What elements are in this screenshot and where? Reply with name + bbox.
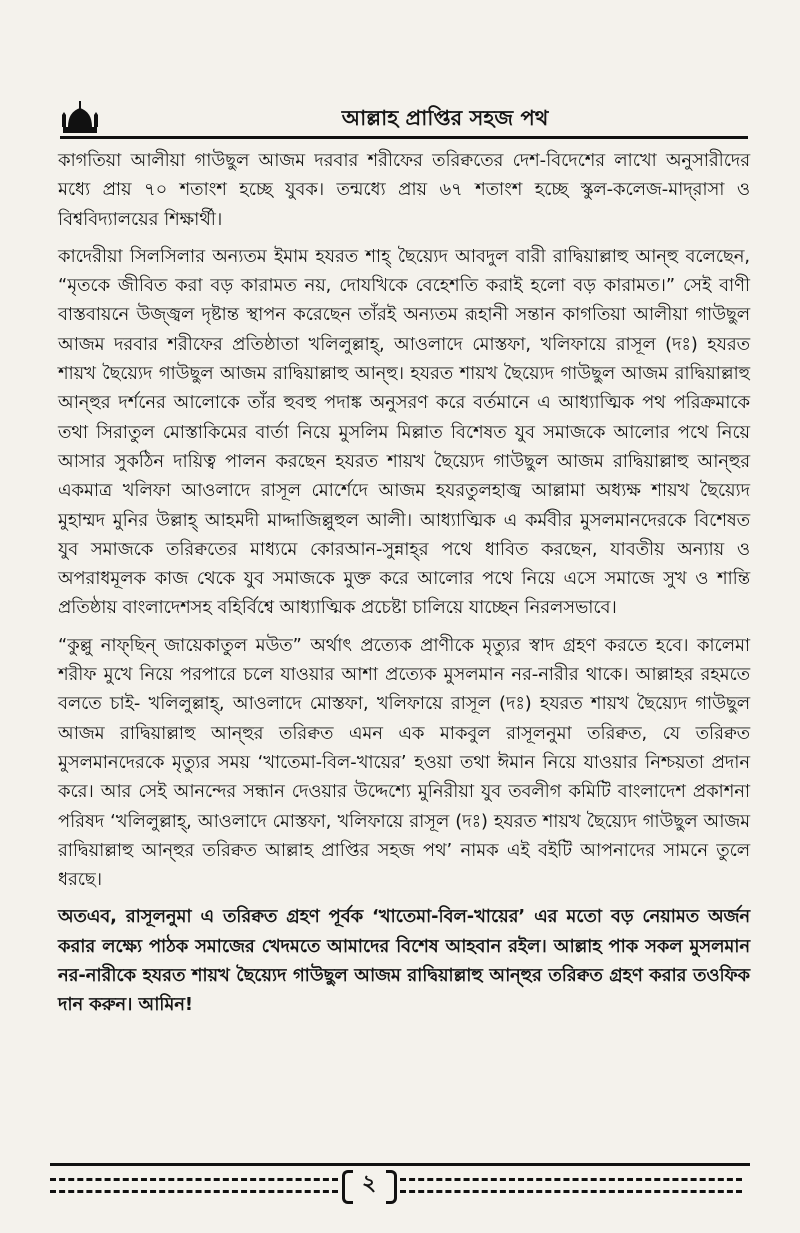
footer-dash-line (400, 1178, 742, 1181)
footer-dash-line (50, 1178, 338, 1181)
paragraph: অতএব, রাসূলনুমা এ তরিক্বত গ্রহণ পূর্বক ‘খাতেমা-বিল-খায়ের’ এর মতো বড় নেয়ামত অর্জন করার লক্ষ্যে পাঠক সমাজের খেদমতে আমাদের বিশেষ আহবান রইল। আল্লাহ পাক সকল মুসলমান নর-নারীকে হযরত শায়খ ছৈয়্যেদ গাউছুল আজম রাদ্বিয়াল্লাহু আন্‌হুর তরিক্বত গ্রহণ করার তওফিক দান করুন। আমিন! (58, 906, 750, 1016)
header-divider (60, 136, 748, 139)
footer-divider (50, 1163, 750, 1166)
body-text (58, 146, 750, 1028)
running-header-title: আল্লাহ প্রাপ্তির সহজ পথ (341, 106, 549, 130)
paragraph: “কুল্লু নাফ্‌ছিন্‌ জায়েকাতুল মউত” অর্থাৎ প্রত্যেক প্রাণীকে মৃত্যুর স্বাদ গ্রহণ করতে হবে। কালেমা শরীফ মুখে নিয়ে পরপারে চলে যাওয়ার আশা প্রত্যেক মুসলমান নর-নারীর থাকে। আল্লাহর রহমতে বলতে চাই- খলিলুল্লাহ্‌, আওলাদে মোস্তফা, খলিফায়ে রাসূল (দঃ) হযরত শায়খ ছৈয়্যেদ গাউছুল আজম রাদ্বিয়াল্লাহু আন্‌হুর তরিক্বত এমন এক মাকবুল রাসূলনুমা তরিক্বত, যে তরিক্বত মুসলমানদেরকে মৃত্যুর সময় ‘খাতেমা-বিল-খায়ের’ হওয়া তথা ঈমান নিয়ে যাওয়ার নিশ্চয়তা প্রদান করে। আর সেই আনন্দের সন্ধান দেওয়ার উদ্দেশ্যে মুনিরীয়া যুব তবলীগ কমিটি বাংলাদেশ প্রকাশনা পরিষদ ‘খলিলুল্লাহ্‌, আওলাদে মোস্তফা, খলিফায়ে রাসূল (দঃ) হযরত শায়খ ছৈয়্যেদ গাউছুল আজম রাদ্বিয়াল্লাহু আন্‌হুর তরিক্বত আল্লাহ প্রাপ্তির সহজ পথ’ নামক এই বইটি আপনাদের সামনে তুলে ধরছে। (58, 634, 750, 891)
paragraph: কাদেরীয়া সিলসিলার অন্যতম ইমাম হযরত শাহ্‌ ছৈয়্যেদ আবদুল বারী রাদ্বিয়াল্লাহু আন্‌হু বলেছেন, “মৃতকে জীবিত করা বড় কারামত নয়, দোযখিকে বেহেশতি করাই হলো বড় কারামত।” সেই বাণী বাস্তবায়নে উজ্জ্বল দৃষ্টান্ত স্থাপন করেছেন তাঁরই অন্যতম রূহানী সন্তান কাগতিয়া আলীয়া গাউছুল আজম দরবার শরীফের প্রতিষ্ঠাতা খলিলুল্লাহ্‌, আওলাদে মোস্তফা, খলিফায়ে রাসূল (দঃ) হযরত শায়খ ছৈয়্যেদ গাউছুল আজম রাদ্বিয়াল্লাহু আন্‌হু। হযরত শায়খ ছৈয়্যেদ গাউছুল আজম রাদ্বিয়াল্লাহু আন্‌হুর দর্শনের আলোকে তাঁর হুবহু পদাঙ্ক অনুসরণ করে বর্তমানে এ আধ্যাত্মিক পথ পরিক্রমাকে তথা সিরাতুল মোস্তাকিমের বার্তা নিয়ে মুসলিম মিল্লাত বিশেষত যুব সমাজকে আলোর পথে নিয়ে আসার সুকঠিন দায়িত্ব পালন করছেন হযরত শায়খ ছৈয়্যেদ গাউছুল আজম রাদ্বিয়াল্লাহু আন্‌হুর একমাত্র খলিফা আওলাদে রাসূল মোর্শেদে আজম হযরতুলহাজ্ব আল্লামা অধ্যক্ষ শায়খ ছৈয়্যেদ মুহাম্মদ মুনির উল্লাহ্‌ আহমদী মাদ্দাজিল্লুহুল আলী। আধ্যাত্মিক এ কর্মবীর মুসলমানদেরকে বিশেষত যুব সমাজকে তরিক্বতের মাধ্যমে কোরআন-সুন্নাহ্‌র পথে ধাবিত করছেন, যাবতীয় অন্যায় ও অপরাধমূলক কাজ থেকে যুব সমাজকে মুক্ত করে আলোর পথে নিয়ে এসে সমাজে সুখ ও শান্তি প্রতিষ্ঠায় বাংলাদেশসহ বহির্বিশ্বে আধ্যাত্মিক প্রচেষ্টা চালিয়ে যাচ্ছেন নিরলসভাবে। (58, 245, 750, 619)
mosque-icon (60, 100, 100, 136)
page-number: ২ (361, 1170, 377, 1196)
footer-dash-line (50, 1190, 338, 1193)
paragraph: কাগতিয়া আলীয়া গাউছুল আজম দরবার শরীফের তরিক্বতের দেশ-বিদেশের লাখো অনুসারীদের মধ্যে প্রায় ৭০ শতাংশ হচ্ছে যুবক। তন্মধ্যে প্রায় ৬৭ শতাংশ হচ্ছে স্কুল-কলেজ-মাদ্‌রাসা ও বিশ্ববিদ্যালয়ের শিক্ষার্থী। (58, 150, 750, 230)
footer-dash-line (400, 1190, 742, 1193)
